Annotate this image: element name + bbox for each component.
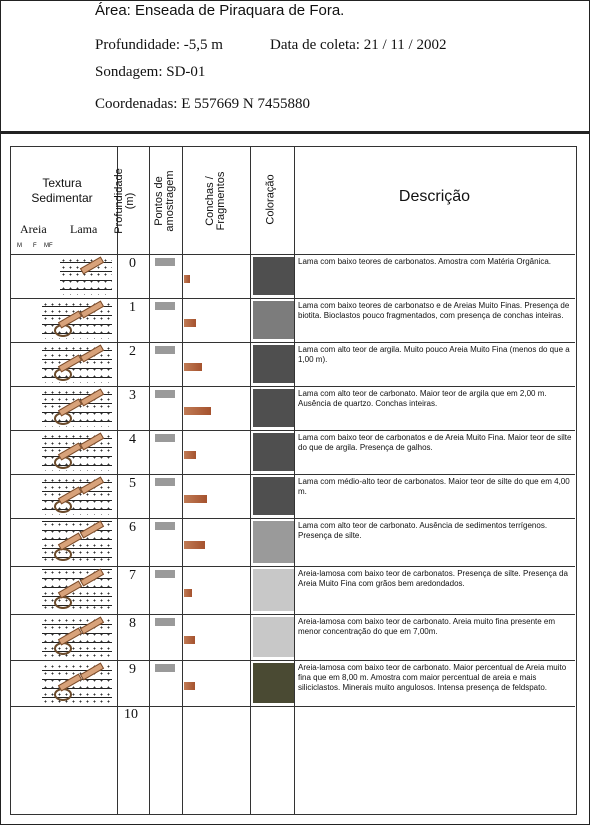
color-swatch [253,477,294,515]
depth-label: 1 [129,300,136,315]
depth-label: 8 [129,616,136,631]
column-divider [250,146,251,814]
shell-symbol [54,596,72,609]
depth-label: 6 [129,520,136,535]
depth-label: 9 [129,662,136,677]
color-swatch [253,617,294,657]
fragment-bar [184,541,205,549]
sand-dots [60,257,112,295]
color-swatch [253,569,294,611]
fragment-bar [184,451,196,459]
depth-header: Profundidade (m) [113,168,136,234]
lama-label: Lama [70,222,98,236]
header-divider [0,131,590,134]
row-divider [10,566,575,567]
shell-symbol [54,548,72,561]
sample-point [155,664,175,672]
color-swatch [253,345,294,383]
description-text: Lama com médio-alto teor de carbonatos. Maior teor de silte do que em 4,00 m. [298,477,570,496]
column-divider [149,146,150,814]
color-swatch [253,389,294,427]
description-text: Lama com alto teor de carbonato. Ausência de sedimentos terrígenos. Presença de silte. [298,521,548,540]
depth-label: 2 [129,344,136,359]
column-divider [117,146,118,814]
final-depth-label: 10 [124,707,138,722]
sample-point [155,522,175,530]
fragment-bar [184,682,195,690]
coordinates: Coordenadas: E 557669 N 7455880 [95,96,310,112]
areia-label: Areia [20,222,47,236]
row-divider [10,430,575,431]
color-swatch [253,301,294,339]
sampling-header: Pontos de amostragem [153,170,176,232]
description-text: Lama com baixo teor de carbonatos e de Areia Muito Fina. Maior teor de silte do que de argila. Presença de galhos. [298,433,572,452]
depth-label: 3 [129,388,136,403]
size-f: F [33,243,37,249]
depth-label: 4 [129,432,136,447]
depth-label: 0 [129,256,136,271]
sample-point [155,478,175,486]
row-divider [10,614,575,615]
collection-date: Data de coleta: 21 / 11 / 2002 [270,37,447,53]
depth-label: 5 [129,476,136,491]
depth-label: 7 [129,568,136,583]
row-divider [10,706,575,707]
texture-header: Textura Sedimentar [31,176,93,205]
shells-header: Conchas / Fragmentos [204,171,227,231]
color-swatch [253,521,294,563]
row-divider [10,298,575,299]
sample-point [155,618,175,626]
fragment-bar [184,275,190,283]
description-text: Lama com alto teor de argila. Muito pouco Areia Muito Fina (menos do que a 1,00 m). [298,345,570,364]
sample-point [155,434,175,442]
row-divider [10,660,575,661]
description-text: Lama com alto teor de carbonato. Maior teor de argila que em 2,00 m. Ausência de quartzo. Conchas inteiras. [298,389,547,408]
description-text: Areia-lamosa com baixo teor de carbonatos. Presença de silte. Presença da Areia Muito Fina com grãos bem aredondados. [298,569,568,588]
fragment-bar [184,636,195,644]
fragment-bar [184,589,192,597]
sample-point [155,390,175,398]
color-swatch [253,433,294,471]
column-divider [182,146,183,814]
fragment-bar [184,319,196,327]
color-header: Coloração [264,174,277,225]
description-text: Areia-lamosa com baixo teor de carbonato. Maior percentual de Areia muito fina que em 8,00 m. Amostra com maior percentual de areia e mais siliciclastos. Minerais muito angulosos. Intensa presença de feldspato. [298,663,567,692]
sounding-id: Sondagem: SD-01 [95,64,206,80]
sample-point [155,258,175,266]
fragment-bar [184,407,211,415]
row-divider [10,342,575,343]
depth-info: Profundidade: -5,5 m [95,37,223,53]
size-m: M [17,243,22,249]
color-swatch [253,257,294,295]
fragment-bar [184,495,207,503]
fragment-bar [184,363,202,371]
size-mf: MF [44,243,53,249]
description-text: Lama com baixo teores de carbonatos. Amostra com Matéria Orgânica. [298,257,552,266]
row-divider [10,254,575,255]
row-divider [10,518,575,519]
sample-point [155,346,175,354]
column-divider [294,146,295,814]
color-swatch [253,663,294,703]
area-title: Área: Enseada de Piraquara de Fora. [95,2,345,19]
description-text: Areia-lamosa com baixo teor de carbonato. Areia muito fina presente em menor concentração do que em 7,00m. [298,617,556,636]
row-divider [10,386,575,387]
description-text: Lama com baixo teores de carbonatso e de Areias Muito Finas. Presença de biotita. Bioclastos pouco fragmentados, com presença de conchas inteiras. [298,301,570,320]
sample-point [155,302,175,310]
description-header: Descrição [398,188,471,205]
sample-point [155,570,175,578]
row-divider [10,474,575,475]
